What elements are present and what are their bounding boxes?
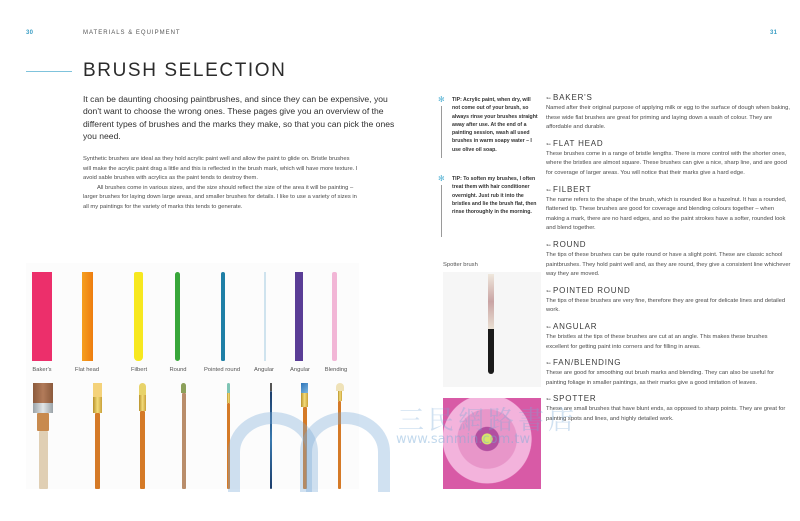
page-number-right: 31: [770, 30, 778, 36]
swatch-blending: [332, 272, 337, 361]
tip-text: TIP: To soften my brushes, I often treat them with hair conditioner overnight. Just rub it into the bristles and lie the brush flat, then rinse thoroughly in the morning.: [452, 176, 537, 216]
tip-box: [438, 96, 538, 154]
entry-pointed-round: [546, 286, 791, 316]
brush-photo: [26, 263, 359, 489]
brush-bakers: [33, 383, 55, 489]
title-rule: [26, 71, 72, 72]
entry-fan-blending: [546, 358, 791, 388]
body-paragraph: All brushes come in various sizes, and the size should reflect the size of the area it will be painting – larger brushes for laying down large areas, and smaller brushes for details. I like to use a variety of sizes in all my paintings for the variety of marks this tends to generate.: [83, 184, 357, 210]
entry-text: These are small brushes that have blunt ends, as opposed to sharp points. They are great for painting spots and lines, and highly detailed work.: [546, 406, 786, 422]
watermark-url: www.sanmin.com.tw: [396, 432, 531, 447]
entry-heading: ROUND: [553, 239, 587, 249]
entry-text: These brushes come in a range of bristle lengths. There is more control with the shorter ones, where the bristles are almost square. These brushes can give a nice, sharp line, and are good for coverage of larger areas. You will notice that their marks give a hard edge.: [546, 150, 787, 176]
swatch-flat-head: [82, 272, 93, 361]
arrow-icon: ➳: [546, 96, 551, 102]
swatch-round: [175, 272, 180, 361]
entry-heading: FAN/BLENDING: [553, 358, 622, 368]
asterisk-icon: ✻: [438, 95, 445, 104]
arrow-icon: ➳: [546, 324, 551, 331]
entry-angular: [546, 322, 791, 352]
entry-heading: BAKER'S: [553, 93, 593, 102]
swatch-label: Blending: [324, 367, 348, 373]
entry-text: The tips of these brushes are very fine, therefore they are great for delicate lines and detailed work.: [546, 297, 786, 314]
body-paragraph: Synthetic brushes are ideal as they hold acrylic paint well and allow the paint to glide on. Bristle brushes will make the acrylic paint drag a little and this is reflected in the brush mark, which will have more texture. I avoid sable brushes with acrylics as the paint tends to destroy them.: [83, 156, 358, 182]
intro-paragraph: It can be daunting choosing paintbrushes, and since they can be expensive, you don't want to choose the wrong ones. These pages give you an overview of the different types of brushes and the marks they make, so that you can pick the ones you need.: [83, 94, 395, 142]
brush-angular: [301, 383, 309, 489]
arrow-icon: ➳: [546, 141, 551, 148]
entry-heading: FILBERT: [553, 184, 592, 194]
entry-heading: SPOTTER: [553, 394, 597, 404]
swatch-label: Baker's: [32, 367, 52, 373]
swatch-label: Angular: [254, 367, 274, 373]
lily-painting-photo: [443, 398, 541, 489]
tip-box: [438, 175, 538, 216]
brush-angular-thin: [269, 383, 273, 489]
swatch-label: Angular: [290, 367, 310, 373]
entry-bakers: [546, 93, 791, 133]
entry-heading: POINTED ROUND: [553, 285, 631, 295]
spotter-brush-caption: Spotter brush: [443, 262, 478, 268]
tip-rule: [441, 185, 442, 237]
entry-heading: ANGULAR: [553, 321, 598, 331]
tip-text: TIP: Acrylic paint, when dry, will not come out of your brush, so always rinse your brushes straight away after use. At the end of a painting session, wash all used brushes in warm soapy water – I use olive oil soap.: [452, 97, 538, 153]
entry-text: The bristles at the tips of these brushes are cut at an angle. This makes these brushes excellent for getting paint into corners and for filling in areas.: [546, 333, 768, 350]
brush-type-list: [546, 93, 791, 430]
spotter-brush-photo: [443, 272, 541, 387]
arrow-icon: ➳: [546, 361, 551, 368]
swatch-label: Filbert: [130, 367, 148, 373]
swatch-label: Pointed round: [203, 367, 241, 373]
entry-text: The tips of these brushes can be quite round or have a slight point. These are classic school paintbrushes. They hold paint well and, as they are round, they give a consistent line whichever way they are moved.: [546, 251, 791, 278]
asterisk-icon: ✻: [438, 174, 445, 183]
entry-flat-head: [546, 139, 791, 179]
arrow-icon: ➳: [546, 242, 551, 249]
entry-heading: FLAT HEAD: [553, 138, 604, 148]
swatch-label: Round: [169, 367, 187, 373]
swatch-label: Flat head: [74, 367, 100, 373]
arrow-icon: ➳: [546, 187, 551, 194]
entry-text: Named after their original purpose of applying milk or egg to the surface of dough when baking, these wide flat brushes are great for priming and laying down a wash of colour. They are affordable and durable.: [546, 105, 790, 131]
swatch-pointed-round: [221, 272, 225, 361]
brush-flat-head: [93, 383, 103, 489]
arrow-icon: ➳: [546, 397, 551, 404]
brush-round: [181, 383, 187, 489]
brush-filbert: [138, 383, 148, 489]
entry-round: [546, 240, 791, 280]
arrow-icon: ➳: [546, 288, 551, 295]
page-title: BRUSH SELECTION: [83, 60, 287, 81]
brush-pointed-round: [226, 383, 231, 489]
swatch-angular-light: [264, 272, 266, 361]
brush-fan: [336, 383, 344, 489]
swatch-bakers: [32, 272, 52, 361]
entry-text: These are good for smoothing out brush marks and blending. They can also be useful for painting foliage in smaller paintings, as their marks give a good imitation of leaves.: [546, 370, 775, 386]
page-number-left: 30: [26, 30, 34, 36]
entry-filbert: [546, 185, 791, 234]
swatch-filbert: [134, 272, 143, 361]
entry-spotter: [546, 394, 791, 424]
tip-rule: [441, 106, 442, 158]
running-head: MATERIALS & EQUIPMENT: [83, 30, 181, 36]
swatch-angular: [295, 272, 303, 361]
watermark-chinese-text: 三民網路書店: [398, 406, 579, 436]
body-text: [83, 155, 358, 213]
entry-text: The name refers to the shape of the brush, which is rounded like a hazelnut. It has a rounded, flattened tip. These brushes are good for coverage and blending colours together – when making a mark, there are no hard edges, and so the paint strokes have a softer, rounded look and blend together.: [546, 196, 787, 232]
